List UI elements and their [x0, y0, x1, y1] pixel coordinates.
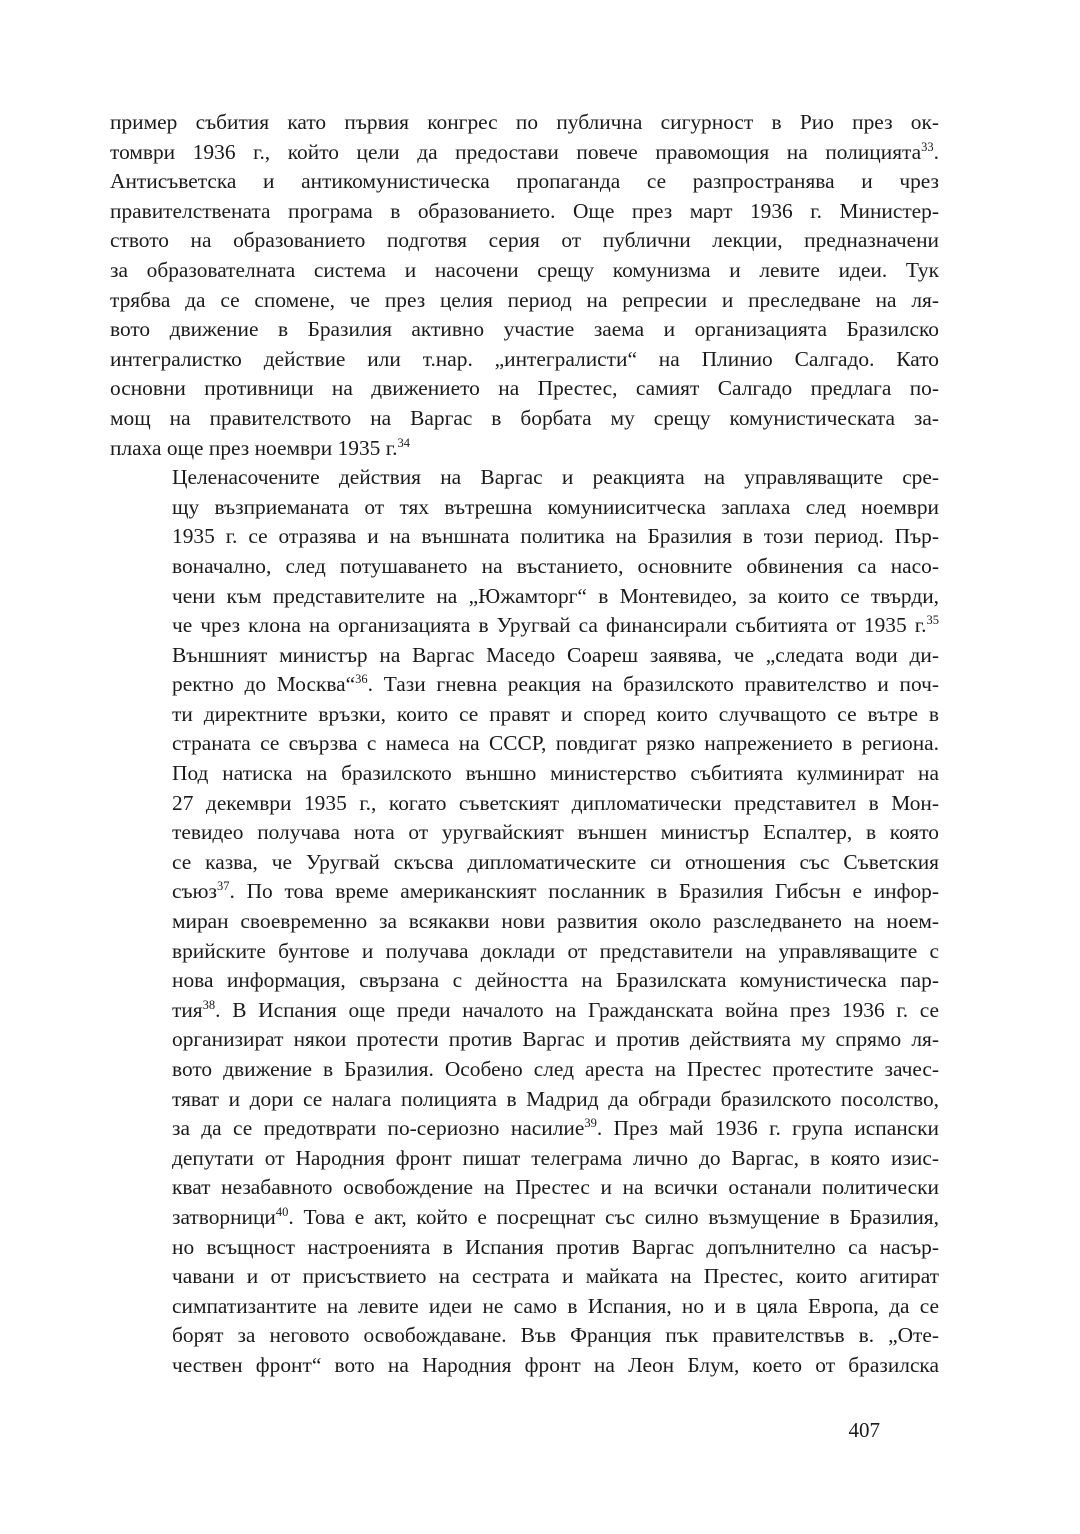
- text-run: врийските бунтове и получава доклади от представители на управляващите с: [172, 938, 939, 963]
- text-line: [110, 1321, 939, 1351]
- text-run: затворници: [172, 1204, 276, 1229]
- text-line: [110, 729, 939, 759]
- text-line: [110, 789, 939, 819]
- text-line: [110, 996, 939, 1026]
- text-run: нова информация, свързана с дейността на Бразилската комунистическа пар-: [172, 968, 939, 993]
- text-run: кват незабавното освобождение на Престес и на всички останали политически: [172, 1175, 939, 1200]
- text-run: . Тази гневна реакция на бразилското правителство и поч-: [367, 672, 939, 697]
- text-run: .: [933, 139, 939, 164]
- footnote-marker: 36: [355, 672, 368, 687]
- page-number: 407: [848, 1418, 880, 1442]
- text-run: вото движение в Бразилия. Особено след ареста на Престес протестите зачес-: [172, 1057, 939, 1081]
- text-line: [110, 582, 939, 612]
- text-line: [110, 611, 939, 641]
- text-run: томври 1936 г., който цели да предостави повече правомощия на полицията: [110, 139, 922, 164]
- text-line: [110, 1144, 939, 1174]
- text-run: вото движение в Бразилия активно участие заема и организацията Бразилско: [110, 317, 939, 342]
- text-line: [110, 877, 939, 907]
- text-run: . Това е акт, който е посрещнат със силно възмущение в Бразилия,: [288, 1204, 939, 1229]
- footnote-marker: 37: [217, 879, 230, 894]
- text-line: [110, 226, 939, 256]
- text-line: [110, 197, 939, 227]
- text-run: ството на образованието подготвя серия от публични лекции, предназначени: [110, 228, 939, 253]
- text-run: тия: [172, 997, 203, 1022]
- text-run: се казва, че Уругвай скъсва дипломатическите си отношения със Съветския: [172, 849, 939, 874]
- text-line: [110, 1292, 939, 1322]
- text-run: . През май 1936 г. група испански: [596, 1116, 939, 1141]
- text-line: [110, 700, 939, 730]
- text-line: [110, 256, 939, 286]
- text-line: [110, 1351, 939, 1381]
- text-run: чествен фронт“ вото на Народния фронт на Леон Блум, което от бразилска: [172, 1352, 939, 1377]
- text-run: миран своевременно за всякакви нови развития около разследването на ноем-: [172, 909, 939, 934]
- text-line: [110, 167, 939, 197]
- text-run: чавани и от присъствието на сестрата и майката на Престес, които агитират: [172, 1264, 939, 1289]
- text-run: тевидео получава нота от уругвайският външен министър Еспалтер, в която: [172, 820, 939, 845]
- text-line: [110, 1025, 939, 1055]
- paragraph: [110, 463, 939, 1380]
- text-line: [110, 937, 939, 967]
- text-line: [110, 907, 939, 937]
- text-line: [110, 345, 939, 375]
- text-line: [110, 315, 939, 345]
- text-run: за образователната система и насочени срещу комунизма и левите идеи. Тук: [110, 257, 939, 282]
- text-run: борят за неговото освобождаване. Във Франция пък правителствъв в. „Оте-: [172, 1323, 939, 1348]
- text-run: основни противници на движението на Престес, самият Салгадо предлага по-: [110, 376, 939, 401]
- text-run: правителствената програма в образованието. Още през март 1936 г. Министер-: [110, 198, 939, 223]
- text-run: трябва да се спомене, че през целия период на репресии и преследване на ля-: [110, 287, 939, 312]
- text-line: [110, 670, 939, 700]
- text-line: [110, 1114, 939, 1144]
- footnote-marker: 33: [921, 139, 934, 154]
- text-run: ти директните връзки, които се правят и според които случващото се вътре в: [172, 701, 939, 726]
- text-run: . По това време американският посланник в Бразилия Гибсън е инфор-: [229, 879, 939, 904]
- text-line: [110, 818, 939, 848]
- text-run: Целенасочените действия на Варгас и реакцията на управляващите сре-: [172, 465, 939, 490]
- text-run: тяват и дори се налага полицията в Мадрид да обгради бразилското посолство,: [172, 1086, 939, 1111]
- text-run: . В Испания още преди началото на Гражданската война през 1936 г. се: [215, 997, 939, 1022]
- text-run: воначално, след потушаването на въстанието, основните обвинения са насо-: [172, 553, 939, 578]
- text-run: страната се свързва с намеса на СССР, повдигат рязко напрежението в региона.: [172, 731, 939, 756]
- text-line: [110, 1085, 939, 1115]
- text-run: интегралистко действие или т.нар. „интегралисти“ на Плинио Салгадо. Като: [110, 346, 939, 371]
- footnote-marker: 34: [397, 435, 410, 450]
- text-line: [110, 1233, 939, 1263]
- text-line: [110, 374, 939, 404]
- text-line: [110, 463, 939, 493]
- text-run: щу възприеманата от тях вътрешна комунииситческа заплаха след ноември: [172, 494, 939, 519]
- page-body: [110, 108, 939, 1381]
- text-run: плаха още през ноември 1935 г.: [110, 435, 398, 460]
- text-run: съюз: [172, 879, 217, 904]
- text-run: Под натиска на бразилското външно министерство събитията кулминират на: [172, 761, 939, 786]
- text-line: [110, 493, 939, 523]
- text-run: че чрез клона на организацията в Уругвай са финансирали събитията от 1935 г.: [172, 613, 927, 638]
- text-run: симпатизантите на левите идеи не само в Испания, но и в цяла Европа, да се: [172, 1293, 939, 1318]
- text-run: чени към представителите на „Южамторг“ в Монтевидео, за които се твърди,: [172, 583, 939, 608]
- text-line: [110, 1055, 939, 1085]
- text-line: [110, 759, 939, 789]
- text-run: но всъщност настроенията в Испания против Варгас допълнително са насър-: [172, 1234, 939, 1259]
- text-run: 27 декември 1935 г., когато съветският дипломатически представител в Мон-: [172, 790, 939, 815]
- text-line: [110, 108, 939, 138]
- text-line: [110, 848, 939, 878]
- text-run: пример събития като първия конгрес по публична сигурност в Рио през ок-: [110, 110, 939, 134]
- text-run: ректно до Москва“: [172, 672, 356, 697]
- text-line: [110, 1173, 939, 1203]
- footnote-marker: 40: [275, 1204, 289, 1219]
- text-line: [110, 641, 939, 671]
- text-line: [110, 404, 939, 434]
- paragraph: [110, 108, 939, 463]
- text-run: депутати от Народния фронт пишат телеграма лично до Варгас, в която изис-: [172, 1145, 939, 1170]
- text-run: 1935 г. се отразява и на външната политика на Бразилия в този период. Пър-: [172, 524, 939, 549]
- text-line: [110, 966, 939, 996]
- footnote-marker: 38: [202, 997, 216, 1012]
- text-run: Външният министър на Варгас Маседо Соареш заявява, че „следата води ди-: [172, 642, 939, 667]
- footnote-marker: 35: [926, 612, 939, 627]
- text-run: организират някои протести против Варгас и против действията му спрямо ля-: [172, 1027, 939, 1052]
- text-line: [110, 1262, 939, 1292]
- text-line: [110, 286, 939, 316]
- text-line: [110, 522, 939, 552]
- text-run: мощ на правителството на Варгас в борбата му срещу комунистическата за-: [110, 405, 939, 430]
- text-line: [110, 552, 939, 582]
- text-run: Антисъветска и антикомунистическа пропаганда се разпространява и чрез: [110, 169, 939, 194]
- footnote-marker: 39: [584, 1116, 597, 1131]
- text-line: [110, 434, 939, 464]
- text-line: [110, 138, 939, 168]
- text-run: за да се предотврати по-сериозно насилие: [172, 1116, 585, 1141]
- text-line: [110, 1203, 939, 1233]
